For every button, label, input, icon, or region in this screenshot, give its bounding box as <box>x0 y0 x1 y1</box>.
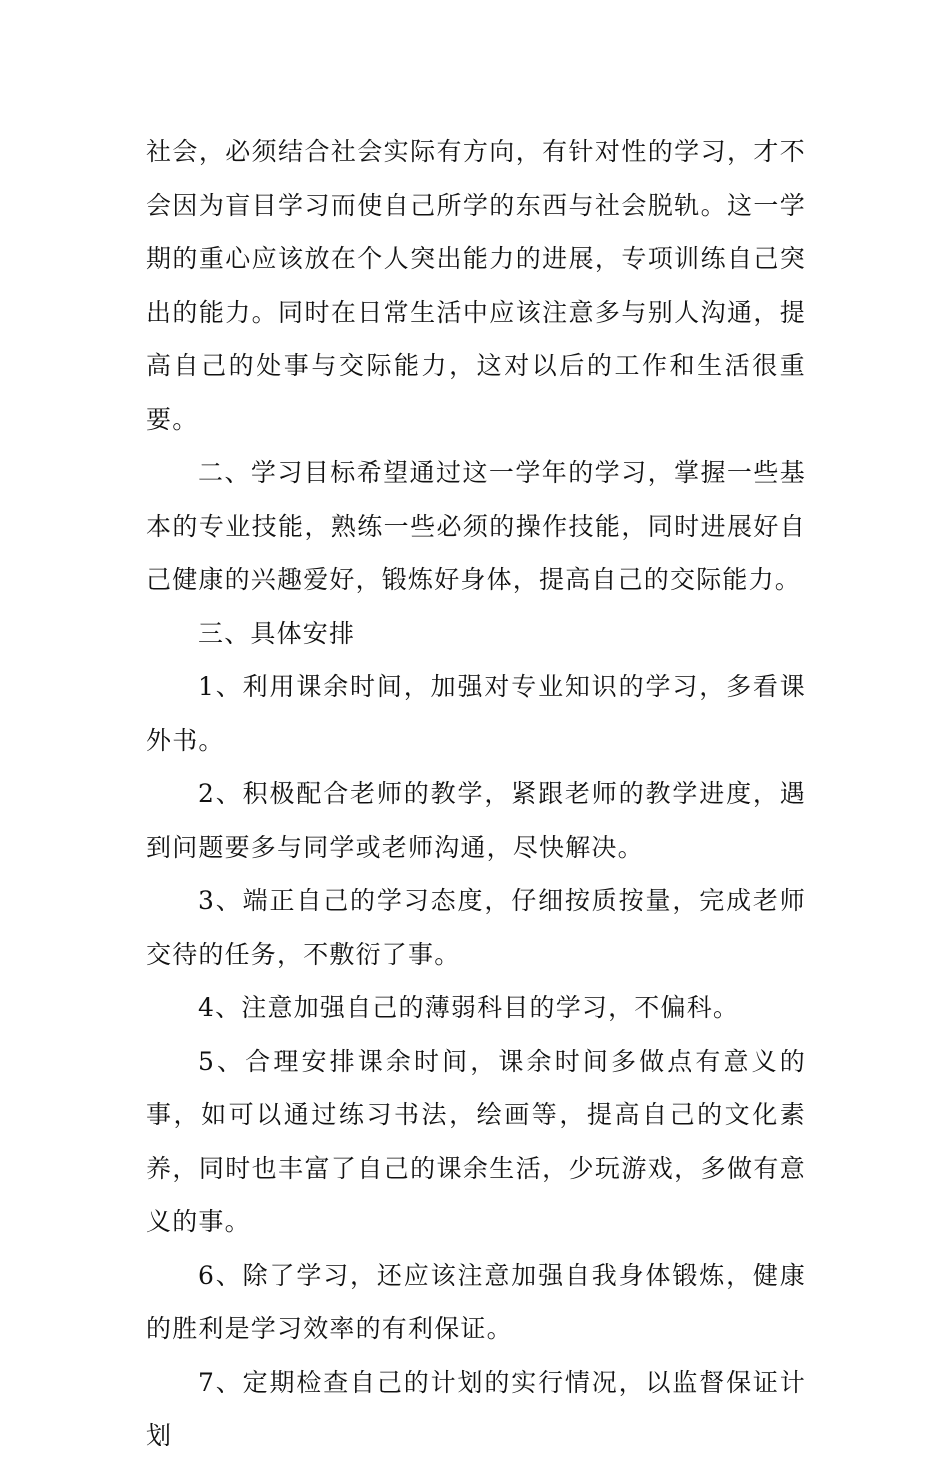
list-item-5: 5、合理安排课余时间，课余时间多做点有意义的事，如可以通过练习书法，绘画等，提高自己的文化素养，同时也丰富了自己的课余生活，少玩游戏，多做有意义的事。 <box>146 1046 806 1236</box>
list-item-3: 3、端正自己的学习态度，仔细按质按量，完成老师交待的任务，不敷衍了事。 <box>146 886 806 969</box>
section-heading-arrangements: 三、具体安排 <box>198 618 356 648</box>
list-item-4: 4、注意加强自己的薄弱科目的学习，不偏科。 <box>198 993 740 1022</box>
list-item-7: 7、定期检查自己的计划的实行情况，以监督保证计划 <box>146 1367 806 1450</box>
document-body <box>146 125 806 1463</box>
list-item-6: 6、除了学习，还应该注意加强自我身体锻炼，健康的胜利是学习效率的有利保证。 <box>146 1260 806 1343</box>
list-item-1: 1、利用课余时间，加强对专业知识的学习，多看课外书。 <box>146 672 806 755</box>
list-item-2: 2、积极配合老师的教学，紧跟老师的教学进度，遇到问题要多与同学或老师沟通，尽快解决。 <box>146 779 806 862</box>
paragraph-continuation: 社会，必须结合社会实际有方向，有针对性的学习，才不会因为盲目学习而使自己所学的东西与社会脱轨。这一学期的重心应该放在个人突出能力的进展，专项训练自己突出的能力。同时在日常生活中应该注意多与别人沟通，提高自己的处事与交际能力，这对以后的工作和生活很重要。 <box>146 137 806 434</box>
paragraph-learning-goals: 二、学习目标希望通过这一学年的学习，掌握一些基本的专业技能，熟练一些必须的操作技能，同时进展好自己健康的兴趣爱好，锻炼好身体，提高自己的交际能力。 <box>146 458 806 594</box>
